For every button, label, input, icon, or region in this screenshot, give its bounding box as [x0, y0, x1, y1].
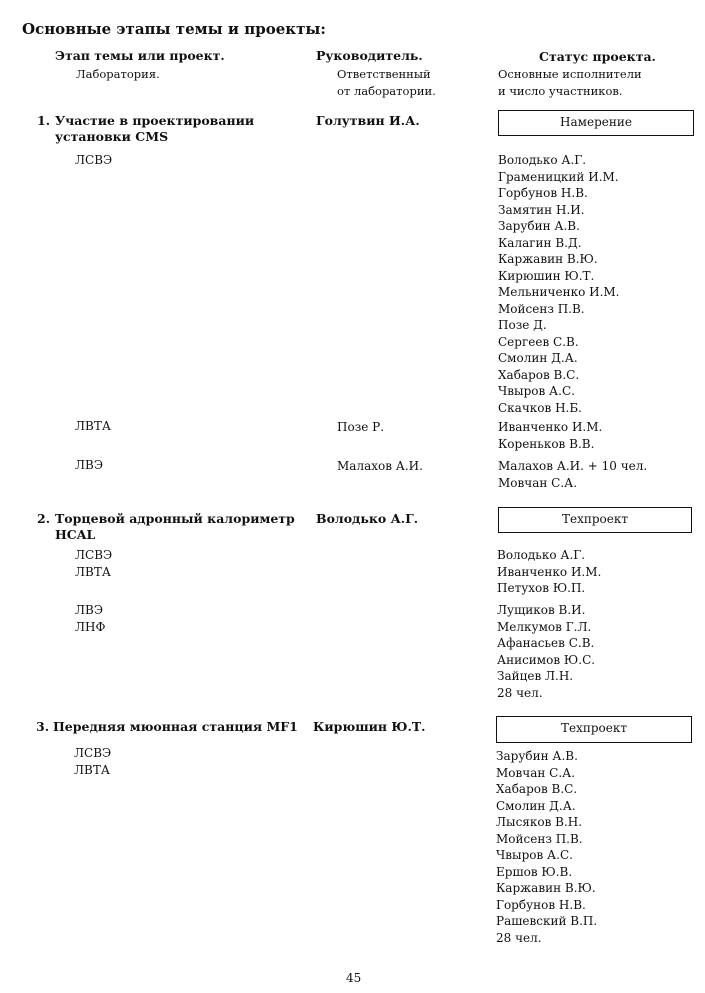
project-3-title: Передняя мюонная станция MF1 [53, 719, 298, 734]
lab-label: ЛВЭ [75, 603, 104, 617]
list-item: Петухов Ю.П. [497, 581, 586, 595]
project-2-labs-1 [75, 547, 112, 580]
list-item: Володько А.Г. [498, 153, 587, 167]
project-2-leader: Володько А.Г. [316, 511, 419, 526]
list-item: Чвыров А.С. [498, 384, 575, 398]
list-item: Замятин Н.И. [498, 202, 585, 217]
lab-label: ЛСВЭ [74, 746, 112, 760]
project-1-names-3 [498, 458, 647, 491]
list-item: Володько А.Г. [497, 548, 586, 562]
list-item: Иванченко И.М. [498, 420, 603, 434]
lab-label: ЛВТА [74, 762, 110, 777]
project-1-responsible-3: Малахов А.И. [337, 459, 423, 473]
column-subheader-responsible: Ответственный [337, 67, 431, 81]
list-item: 28 чел. [496, 930, 542, 945]
list-item: Калагин В.Д. [498, 235, 582, 250]
list-item: Сергеев С.В. [498, 334, 579, 349]
list-item: Хабаров В.С. [498, 367, 580, 382]
project-3-labs [74, 745, 111, 778]
list-item: Кореньков В.В. [498, 436, 595, 451]
list-item: Мовчан С.А. [496, 765, 576, 780]
list-item: Мойсенз П.В. [496, 831, 583, 846]
list-item: Скачков Н.Б. [498, 400, 582, 415]
lab-label: ЛВТА [75, 564, 111, 579]
list-item: Анисимов Ю.С. [497, 652, 596, 667]
column-header-status: Статус проекта. [539, 49, 656, 64]
list-item: Зарубин А.В. [496, 749, 578, 763]
list-item: Горбунов Н.В. [496, 897, 586, 912]
page-number: 45 [346, 971, 362, 985]
project-1-names-2 [498, 419, 602, 452]
list-item: Кирюшин Ю.Т. [498, 268, 595, 283]
project-1-names-1 [498, 152, 620, 416]
list-item: Рашевский В.П. [496, 914, 598, 928]
project-2-names-1 [497, 547, 601, 597]
project-3-status-badge: Техпроект [496, 716, 692, 743]
list-item: Мойсенз П.В. [498, 301, 585, 316]
project-2-names-2 [497, 602, 595, 701]
project-3-number: 3. [36, 719, 50, 734]
list-item: Хабаров В.С. [496, 782, 578, 796]
project-2-status-badge: Техпроект [498, 507, 692, 533]
column-subheader-executors-2: и число участников. [498, 84, 623, 98]
list-item: Малахов А.И. + 10 чел. [498, 459, 648, 473]
list-item: Мелкумов Г.Л. [497, 619, 592, 634]
list-item: Мовчан С.А. [498, 475, 578, 490]
list-item: Иванченко И.М. [497, 564, 602, 579]
list-item: 28 чел. [497, 685, 543, 700]
project-2-number: 2. [37, 511, 51, 526]
list-item: Ершов Ю.В. [496, 864, 573, 879]
list-item: Зайцев Л.Н. [497, 669, 574, 683]
project-3-leader: Кирюшин Ю.Т. [313, 719, 426, 734]
list-item: Смолин Д.А. [496, 798, 576, 813]
project-1-status-badge: Намерение [498, 110, 694, 136]
project-1-title-line2: установки CMS [55, 129, 169, 144]
column-header-stage: Этап темы или проект. [55, 48, 225, 63]
list-item: Лущиков В.И. [497, 603, 586, 617]
project-1-lab-2: ЛВТА [75, 419, 111, 433]
page-title: Основные этапы темы и проекты: [22, 20, 326, 38]
list-item: Горбунов Н.В. [498, 186, 588, 200]
column-subheader-responsible-2: от лаборатории. [337, 84, 436, 98]
lab-label: ЛСВЭ [75, 548, 113, 562]
project-3-names [496, 748, 597, 946]
project-2-title-line2: HCAL [55, 527, 96, 542]
project-1-number: 1. [37, 113, 51, 128]
column-subheader-executors: Основные исполнители [498, 67, 642, 81]
list-item: Смолин Д.А. [498, 351, 578, 365]
project-1-responsible-2: Позе Р. [337, 420, 385, 434]
list-item: Афанасьев С.В. [497, 636, 595, 650]
project-1-lab-3: ЛВЭ [75, 458, 104, 472]
project-1-lab-1: ЛСВЭ [75, 153, 113, 167]
list-item: Чвыров А.С. [496, 848, 573, 862]
list-item: Зарубин А.В. [498, 219, 580, 233]
list-item: Лысяков В.Н. [496, 815, 583, 829]
list-item: Граменицкий И.М. [498, 169, 619, 184]
list-item: Каржавин В.Ю. [498, 252, 598, 266]
list-item: Каржавин В.Ю. [496, 881, 596, 895]
project-1-leader: Голутвин И.А. [316, 113, 420, 128]
list-item: Мельниченко И.М. [498, 285, 620, 299]
project-2-labs-2 [75, 602, 105, 635]
list-item: Позе Д. [498, 318, 547, 332]
project-1-title: Участие в проектировании [55, 113, 255, 128]
column-subheader-lab: Лаборатория. [76, 67, 160, 81]
lab-label: ЛНФ [75, 619, 106, 634]
column-header-leader: Руководитель. [316, 48, 423, 63]
project-2-title: Торцевой адронный калориметр [55, 511, 295, 526]
